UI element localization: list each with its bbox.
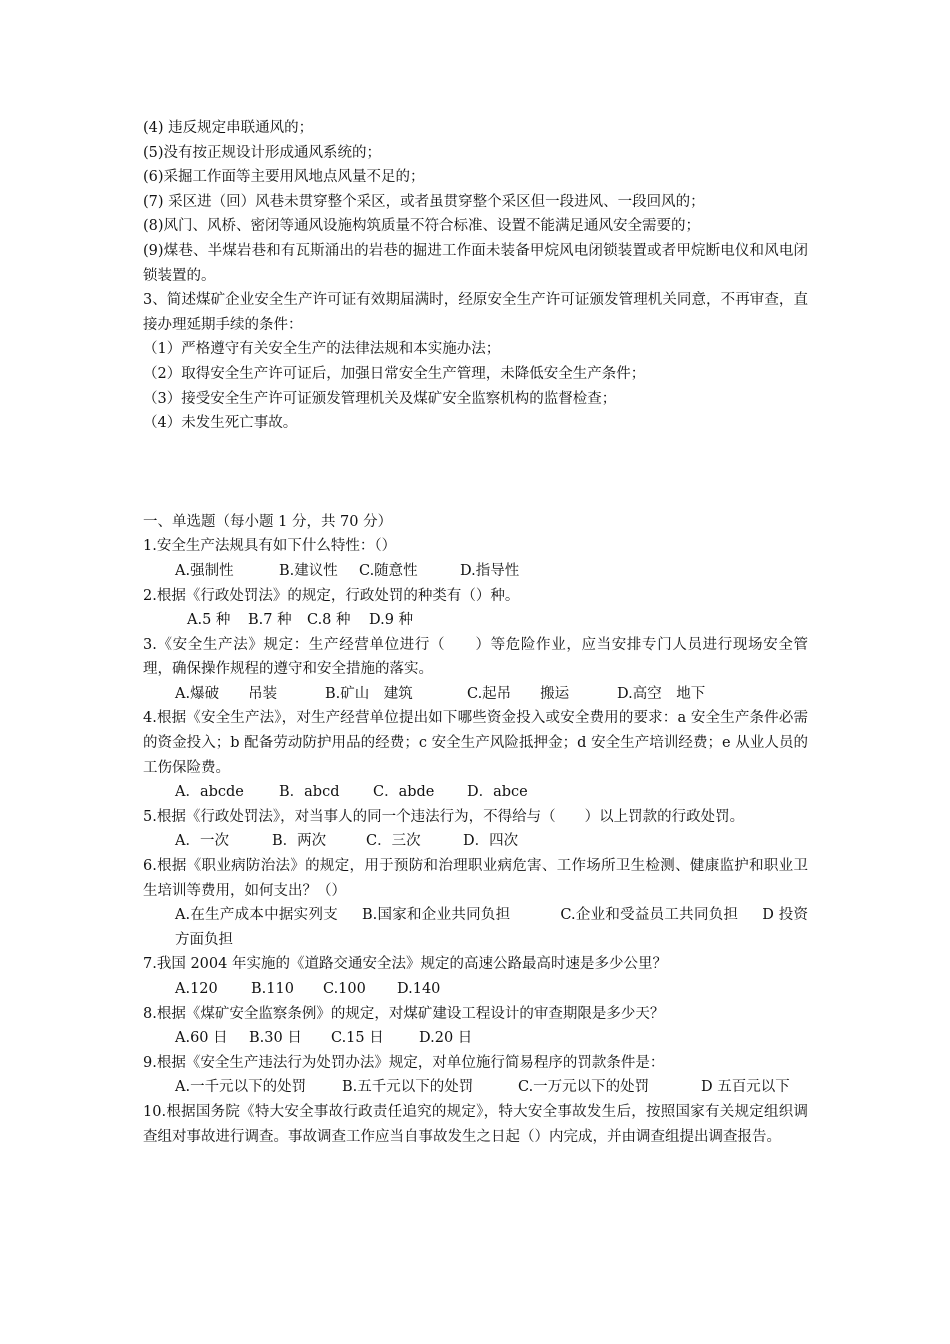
option: A.60 日 <box>175 1030 228 1047</box>
question-text: 3.《安全生产法》规定：生产经营单位进行（ ）等危险作业，应当安排专门人员进行现场安全管理，确保操作规程的遵守和安全措施的落实。 <box>143 636 808 678</box>
question-text: 8.根据《煤矿安全监察条例》的规定，对煤矿建设工程设计的审查期限是多少天？ <box>143 1005 665 1022</box>
option: C.企业和受益员工共同负担 <box>560 907 739 924</box>
question-options <box>143 829 808 854</box>
question-3-heading: 3、简述煤矿企业安全生产许可证有效期届满时，经原安全生产许可证颁发管理机关同意，不再审查，直接办理延期手续的条件： <box>143 292 808 333</box>
option: B.110 <box>251 981 294 997</box>
option: B.建议性 <box>279 562 338 579</box>
option: D.20 日 <box>419 1030 473 1047</box>
list-item: (4) 违反规定串联通风的； <box>143 120 314 136</box>
question-text: 5.根据《行政处罚法》，对当事人的同一个违法行为，不得给与（ ）以上罚款的行政处罚。 <box>143 808 745 825</box>
document-body <box>143 116 808 1149</box>
list-item: (6)采掘工作面等主要用风地点风量不足的； <box>143 169 425 186</box>
option: A．一次 <box>175 833 229 850</box>
option: B．两次 <box>272 833 327 850</box>
option: B.五千元以下的处罚 <box>342 1079 474 1096</box>
question-options <box>143 903 808 952</box>
option: D 五百元以下 <box>701 1079 790 1096</box>
option: C.15 日 <box>331 1030 384 1047</box>
option: B.7 种 <box>248 612 292 629</box>
section-gap <box>143 436 808 510</box>
option: B.国家和企业共同负担 <box>361 907 511 924</box>
question-text: 9.根据《安全生产违法行为处罚办法》规定，对单位施行简易程序的罚款条件是： <box>143 1054 665 1071</box>
question-text: 10.根据国务院《特大安全事故行政责任追究的规定》，特大安全事故发生后，按照国家有关规定组织调查组对事故进行调查。事故调查工作应当自事故发生之日起（）内完成，并由调查组提出调查报告。 <box>143 1103 808 1145</box>
option: C．abde <box>373 784 435 801</box>
question-options <box>143 1026 808 1051</box>
option: C.8 种 <box>307 612 351 629</box>
option: D.指导性 <box>460 562 520 579</box>
option: C．三次 <box>366 833 421 850</box>
condition-item: （2）取得安全生产许可证后，加强日常安全生产管理，未降低安全生产条件； <box>143 365 646 382</box>
option: C.起吊 搬运 <box>467 685 570 702</box>
option: D.9 种 <box>369 612 414 629</box>
question-options <box>143 559 808 584</box>
list-item: (8)风门、风桥、密闭等通风设施构筑质量不符合标准、设置不能满足通风安全需要的； <box>143 218 701 235</box>
option: A．abcde <box>175 784 244 801</box>
condition-item: （3）接受安全生产许可证颁发管理机关及煤矿安全监察机构的监督检查； <box>143 390 617 407</box>
list-item: (5)没有按正规设计形成通风系统的； <box>143 144 382 161</box>
option: A.5 种 <box>187 612 231 629</box>
option: A.强制性 <box>175 562 234 579</box>
condition-item: （4）未发生死亡事故。 <box>143 415 298 432</box>
section-title: 一、单选题（每小题 1 分，共 70 分） <box>143 513 393 530</box>
question-options <box>143 608 808 633</box>
option: A.一千元以下的处罚 <box>175 1079 307 1096</box>
option: B．abcd <box>279 784 340 801</box>
option: D.高空 地下 <box>617 685 706 702</box>
question-text: 2.根据《行政处罚法》的规定，行政处罚的种类有（）种。 <box>143 587 520 604</box>
question-text: 1.安全生产法规具有如下什么特性：（） <box>143 538 397 555</box>
question-options <box>143 682 808 707</box>
option: D．四次 <box>463 833 519 850</box>
option: A.在生产成本中据实列支 <box>175 907 338 924</box>
option: A.120 <box>175 981 218 997</box>
option: B.30 日 <box>249 1030 302 1047</box>
option: D 投资方面负担 <box>175 907 808 948</box>
question-options <box>143 780 808 805</box>
question-text: 6.根据《职业病防治法》的规定，用于预防和治理职业病危害、工作场所卫生检测、健康监护和职业卫生培训等费用，如何支出？（） <box>143 858 808 899</box>
question-options <box>143 1075 808 1100</box>
question-options <box>143 977 808 1002</box>
list-item: (9)煤巷、半煤岩巷和有瓦斯涌出的岩巷的掘进工作面未装备甲烷风电闭锁装置或者甲烷断电仪和风电闭锁装置的。 <box>143 242 808 284</box>
option: B.矿山 建筑 <box>325 685 413 702</box>
option: D.140 <box>397 981 441 997</box>
condition-item: （1）严格遵守有关安全生产的法律法规和本实施办法； <box>143 341 501 358</box>
option: C.100 <box>323 981 366 997</box>
option: C.一万元以下的处罚 <box>518 1079 650 1096</box>
list-item: (7) 采区进（回）风巷未贯穿整个采区，或者虽贯穿整个采区但一段进风、一段回风的； <box>143 193 705 210</box>
option: A.爆破 吊装 <box>175 685 278 702</box>
question-text: 4.根据《安全生产法》，对生产经营单位提出如下哪些资金投入或安全费用的要求：a 安全生产条件必需的资金投入；b 配备劳动防护用品的经费；c 安全生产风险抵押金；d 安全生产培训经费；e 从业人员的工伤保险费。 <box>143 710 808 776</box>
question-text: 7.我国 2004 年实施的《道路交通安全法》规定的高速公路最高时速是多少公里？ <box>143 956 667 973</box>
option: D．abce <box>467 784 528 801</box>
option: C.随意性 <box>359 562 418 579</box>
